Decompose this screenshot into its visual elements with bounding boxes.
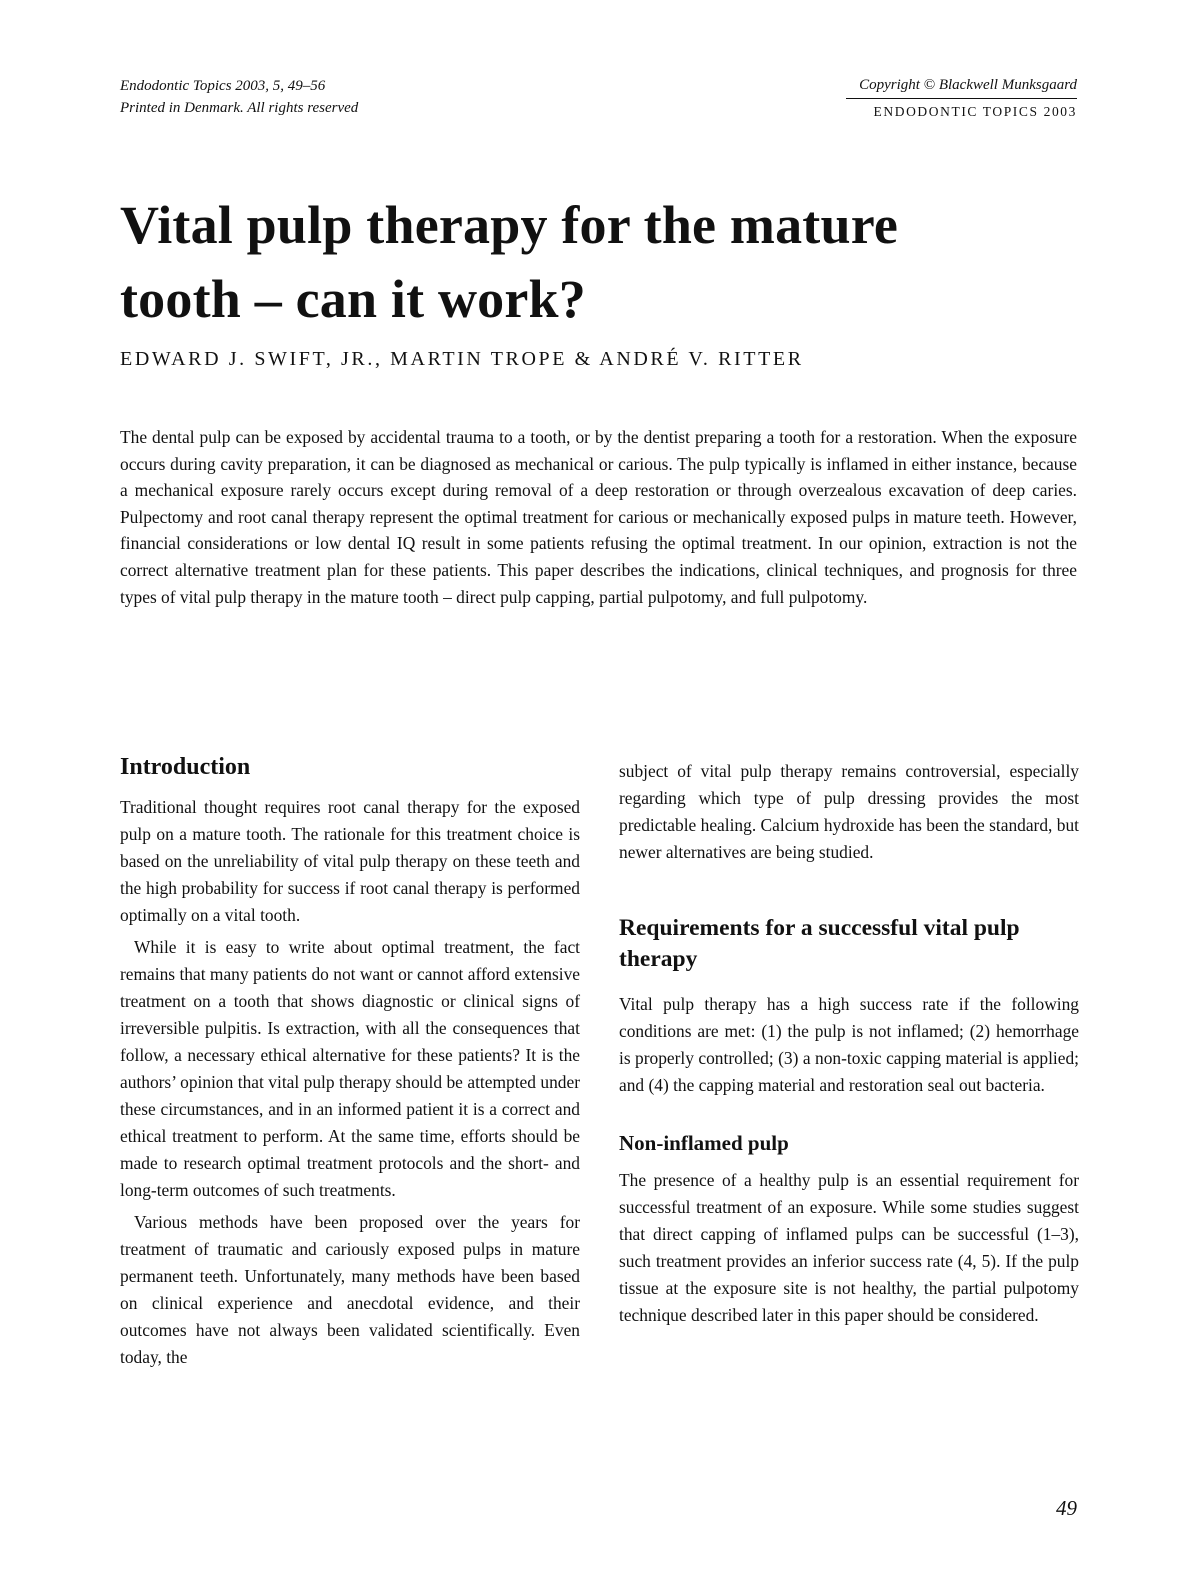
author-list: EDWARD J. SWIFT, JR., MARTIN TROPE & ANDRÉ V. RITTER [120, 348, 804, 370]
title-line-1: Vital pulp therapy for the mature [120, 195, 899, 255]
introduction-paragraph-3: Various methods have been proposed over the years for treatment of traumatic and cariously exposed pulps in mature permanent teeth. Unfortunately, many methods have been based on clinical experience and anecdotal evidence, and their outcomes have not always been validated scientifically. Even today, the [120, 1212, 580, 1367]
introduction-paragraph-1: Traditional thought requires root canal therapy for the exposed pulp on a mature tooth. The rationale for this treatment choice is based on the unreliability of vital pulp therapy on these teeth and the high probability for success if root canal therapy is performed optimally on a vital tooth. [120, 797, 580, 925]
left-column [120, 752, 580, 1371]
requirements-paragraph: Vital pulp therapy has a high success rate if the following conditions are met: (1) the pulp is not inflamed; (2) hemorrhage is properly controlled; (3) a non-toxic capping material is applied; and (4) the capping material and restoration seal out bacteria. [619, 994, 1079, 1095]
journal-citation: Endodontic Topics 2003, 5, 49–56 [120, 78, 326, 94]
title-line-2: tooth – can it work? [120, 269, 586, 329]
copyright-block [835, 75, 1077, 122]
article-title [120, 188, 1080, 336]
right-column [619, 758, 1079, 1329]
non-inflamed-pulp-paragraph: The presence of a healthy pulp is an essential requirement for successful treatment of an exposure. While some studies suggest that direct capping of inflamed pulps can be successful (1–3), such treatment provides an inferior success rate (4, 5). If the pulp tissue at the exposure site is not healthy, the partial pulpotomy technique described later in this paper should be considered. [619, 1170, 1079, 1325]
journal-name: ENDODONTIC TOPICS 2003 [873, 104, 1077, 119]
page-number: 49 [1056, 1496, 1077, 1520]
non-inflamed-pulp-heading: Non-inflamed pulp [619, 1131, 789, 1155]
printed-notice: Printed in Denmark. All rights reserved [120, 100, 359, 116]
copyright-notice: Copyright © Blackwell Munksgaard [859, 77, 1077, 93]
introduction-paragraph-3-continued: subject of vital pulp therapy remains controversial, especially regarding which type of pulp dressing provides the most predictable healing. Calcium hydroxide has been the standard, but newer alternatives are being studied. [619, 761, 1079, 862]
abstract: The dental pulp can be exposed by accidental trauma to a tooth, or by the dentist preparing a tooth for a restoration. When the exposure occurs during cavity preparation, it can be diagnosed as mechanical or carious. The pulp typically is inflamed in either instance, because a mechanical exposure rarely occurs except during removal of a deep restoration or through overzealous excavation of deep caries. Pulpectomy and root canal therapy represent the optimal treatment for carious or mechanically exposed pulps in mature teeth. However, financial considerations or low dental IQ result in some patients refusing the optimal treatment. In our opinion, extraction is not the correct alternative treatment plan for these patients. This paper describes the indications, clinical techniques, and prognosis for three types of vital pulp therapy in the mature tooth – direct pulp capping, partial pulpotomy, and full pulpotomy. [120, 427, 1077, 607]
requirements-heading: Requirements for a successful vital pulp therapy [619, 915, 1020, 972]
header-divider [846, 98, 1077, 99]
introduction-paragraph-2: While it is easy to write about optimal treatment, the fact remains that many patients do not want or cannot afford extensive treatment on a tooth that shows diagnostic or clinical signs of irreversible pulpitis. Is extraction, with all the consequences that follow, a necessary ethical alternative for these patients? It is the authors’ opinion that vital pulp therapy should be attempted under these circumstances, and in an informed patient it is a correct and ethical treatment to perform. At the same time, efforts should be made to research optimal treatment protocols and the short- and long-term outcomes of such treatments. [120, 937, 580, 1200]
introduction-heading: Introduction [120, 754, 251, 780]
journal-citation-block [120, 75, 640, 119]
